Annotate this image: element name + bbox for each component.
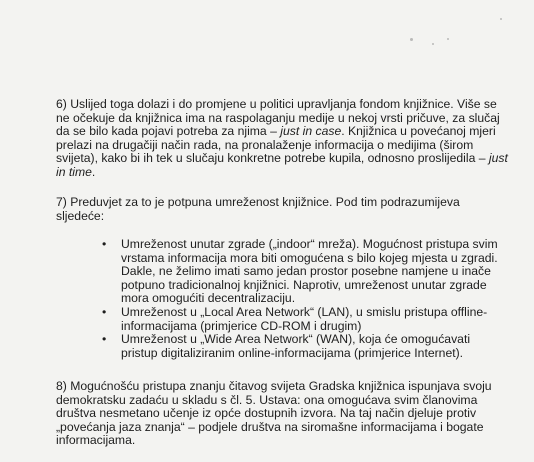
- text-segment: da se bilo kada pojavi potreba za njima –: [56, 124, 281, 139]
- italic-phrase: in time: [56, 164, 92, 179]
- bullet-icon: •: [102, 304, 107, 319]
- text-line: „povećanja jaza znanja“ – podjele društva na siromašne informacijama i bogate: [56, 419, 484, 434]
- text-segment: .: [91, 164, 96, 179]
- text-line: [56, 152, 511, 166]
- scan-smudge: [500, 18, 502, 20]
- text-segment: svijeta), kako bi ih tek u slučaju konkretne potrebe kupila, odnosno proslijedila –: [56, 151, 489, 166]
- italic-phrase: just: [488, 151, 508, 166]
- paragraph-8: [56, 380, 511, 448]
- text-line: Umreženost unutar zgrade („indoor“ mreža). Mogućnost pristupa svim: [121, 237, 498, 251]
- text-line: Umreženost u „Local Area Network“ (LAN), u smislu pristupa offline-: [121, 304, 488, 319]
- bullet-icon: •: [102, 237, 107, 251]
- text-line: 8) Mogućnošću pristupa znanju čitavog svijeta Gradska knjižnica ispunjava svoju: [56, 379, 492, 393]
- text-line: informacijama (primjerice CD-ROM i drugim): [121, 318, 362, 333]
- text-line: mora omogućiti decentralizaciju.: [121, 291, 296, 306]
- text-line: prelazi na drugačiji način rada, na pronalaženje informacija o medijima (širom: [56, 137, 474, 152]
- list-item: [102, 306, 498, 333]
- text-line: Umreženost u „Wide Area Network“ (WAN), koja će omogućavati: [121, 332, 471, 347]
- text-line: ne očekuje da knjižnica ima na raspolaganju medije u nekoj vrsti pričuve, za slučaj: [56, 110, 500, 125]
- text-segment: . Knjižnica u povećanoj mjeri: [341, 124, 496, 139]
- text-line: 7) Preduvjet za to je potpuna umreženost knjižnice. Pod tim podrazumijeva: [56, 195, 460, 209]
- paragraph-7: [56, 196, 511, 223]
- text-line: sljedeće:: [56, 208, 105, 223]
- list-item: [102, 333, 498, 360]
- text-line: demokratsku zadaću u skladu s čl. 5. Ustava: ona omogućava svim članovima: [56, 392, 478, 407]
- bullet-list: [102, 238, 498, 360]
- bullet-icon: •: [102, 332, 107, 347]
- text-line: potpuno tradicionalnoj knjižnici. Naprotiv, umreženost unutar zgrade: [121, 277, 487, 292]
- italic-phrase: just in case: [280, 124, 342, 139]
- list-item: [102, 238, 498, 306]
- text-line: vrstama informacija mora biti omogućena s bilo kojeg mjesta u zgradi.: [121, 250, 498, 265]
- text-line: društva nesmetano učenje iz opće dostupnih izvora. Na taj način djeluje protiv: [56, 406, 477, 421]
- paragraph-6: [56, 98, 511, 180]
- text-line: pristup digitaliziranim online-informacijama (primjerice Internet).: [121, 345, 464, 360]
- text-line: informacijama.: [56, 433, 136, 448]
- text-line: Dakle, ne želimo imati samo jedan prostor posebne namjene u inače: [121, 264, 491, 279]
- scan-smudge: [432, 43, 434, 45]
- text-line: [56, 166, 511, 180]
- scan-smudge: [447, 38, 449, 40]
- text-line: 6) Uslijed toga dolazi i do promjene u politici upravljanja fondom knjižnice. Više se: [56, 97, 497, 111]
- text-line: [56, 125, 511, 139]
- scan-smudge: [410, 38, 413, 41]
